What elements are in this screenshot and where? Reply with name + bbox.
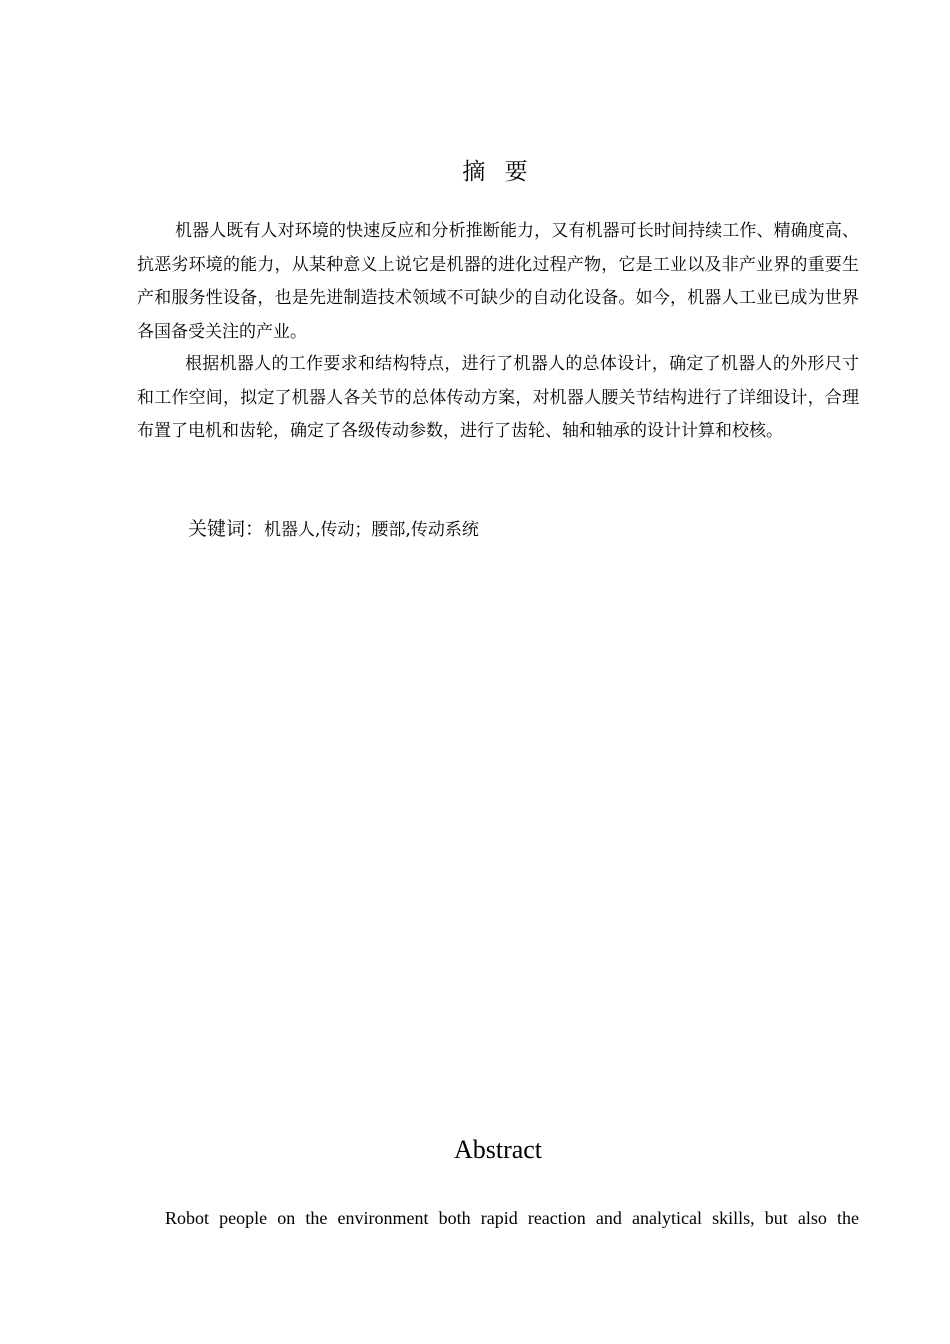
abstract-en-paragraph: Robot people on the environment both rapid reaction and analytical skills, but also the [165,1208,859,1228]
keywords-value: 机器人,传动；腰部,传动系统 [264,520,479,540]
abstract-cn-paragraph-2: 根据机器人的工作要求和结构特点，进行了机器人的总体设计，确定了机器人的外形尺寸和工作空间，拟定了机器人各关节的总体传动方案，对机器人腰关节结构进行了详细设计，合理布置了电机和齿轮，确定了各级传动参数，进行了齿轮、轴和轴承的设计计算和校核。 [137,354,859,441]
keywords-label: 关键词： [188,518,265,540]
abstract-cn-title: 摘 要 [462,159,534,185]
abstract-en-title: Abstract [453,1135,543,1164]
abstract-cn-paragraph-1: 机器人既有人对环境的快速反应和分析推断能力，又有机器可长时间持续工作、精确度高、抗恶劣环境的能力，从某种意义上说它是机器的进化过程产物，它是工业以及非产业界的重要生产和服务性设备，也是先进制造技术领域不可缺少的自动化设备。如今，机器人工业已成为世界各国备受关注的产业。 [137,221,859,342]
keywords-line [188,513,479,546]
